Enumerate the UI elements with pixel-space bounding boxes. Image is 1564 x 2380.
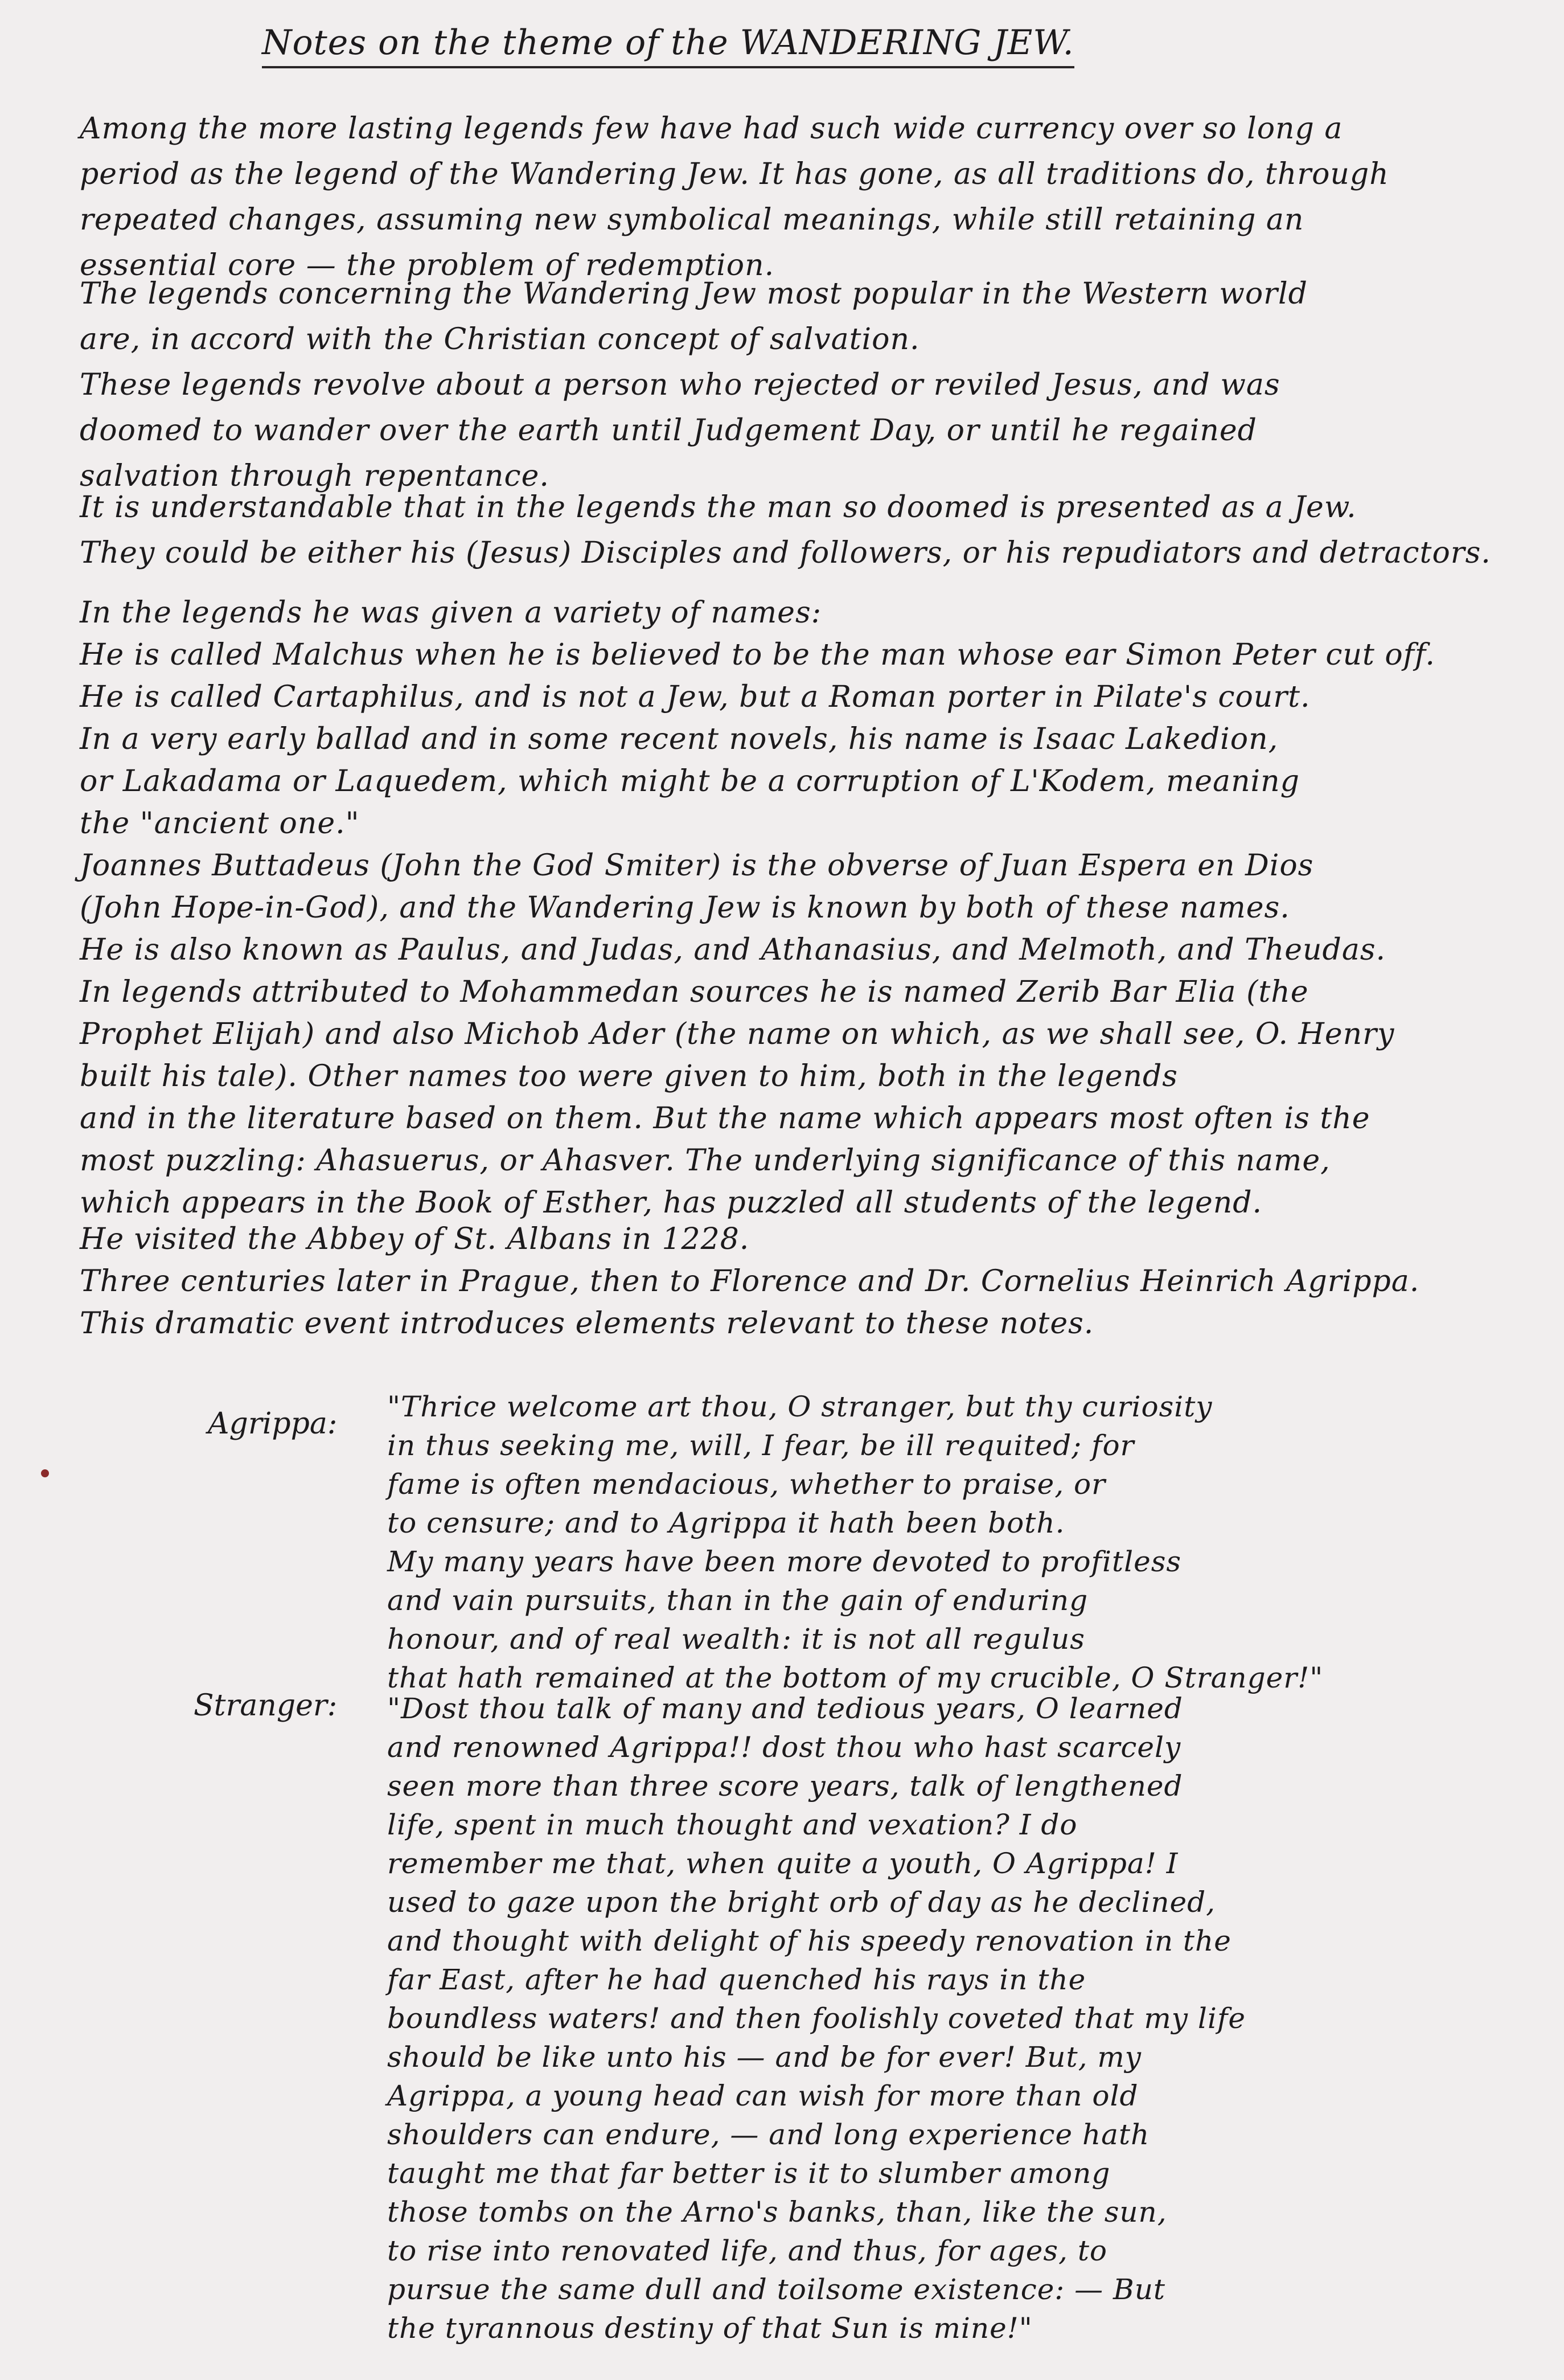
speech-line: used to gaze upon the bright orb of day as he declined, [387,1886,1216,1919]
speech-line: to rise into renovated life, and thus, for ages, to [387,2234,1108,2267]
speech-line: and vain pursuits, than in the gain of enduring [387,1584,1089,1617]
speech-line: and renowned Agrippa!! dost thou who hast scarcely [387,1731,1181,1764]
text-line: The legends concerning the Wandering Jew most popular in the Western world [80,277,1308,311]
speech-line: in thus seeking me, will, I fear, be ill requited; for [387,1429,1135,1462]
text-line: which appears in the Book of Esther, has puzzled all students of the legend. [80,1186,1263,1220]
text-line: (John Hope-in-God), and the Wandering Jew is known by both of these names. [80,891,1290,925]
text-line: He is called Cartaphilus, and is not a Jew, but a Roman porter in Pilate's court. [80,680,1311,714]
text-line: doomed to wander over the earth until Judgement Day, or until he regained [80,413,1257,448]
text-line: Joannes Buttadeus (John the God Smiter) is the obverse of Juan Espera en Dios [80,849,1314,883]
ink-dot [41,1469,49,1477]
text-line: In legends attributed to Mohammedan sources he is named Zerib Bar Elia (the [80,975,1309,1009]
text-line: and in the literature based on them. But the name which appears most often is the [80,1101,1370,1136]
speech-line: those tombs on the Arno's banks, than, like the sun, [387,2195,1167,2229]
text-line: In the legends he was given a variety of names: [80,596,822,630]
text-line: He is also known as Paulus, and Judas, and Athanasius, and Melmoth, and Theudas. [80,933,1386,967]
speaker-agrippa: Agrippa: [208,1407,338,1441]
agrippa-speech [387,1392,1469,1702]
paragraph-names [80,598,1480,1230]
speech-line: life, spent in much thought and vexation? I do [387,1808,1078,1841]
speech-line: "Thrice welcome art thou, O stranger, but thy curiosity [387,1390,1213,1423]
speech-line: boundless waters! and then foolishly coveted that my life [387,2002,1246,2035]
text-line: Prophet Elijah) and also Michob Ader (the name on which, as we shall see, O. Henry [80,1017,1395,1051]
text-line: built his tale). Other names too were given to him, both in the legends [80,1059,1178,1093]
speaker-stranger: Stranger: [194,1689,338,1723]
page-title: Notes on the theme of the WANDERING JEW. [262,23,1074,68]
speech-line: fame is often mendacious, whether to praise, or [387,1468,1106,1501]
speech-line: far East, after he had quenched his rays in the [387,1963,1086,1996]
text-line: In a very early ballad and in some recent novels, his name is Isaac Lakedion, [80,722,1279,756]
paragraph-western-legends [80,279,1480,507]
text-line: These legends revolve about a person who rejected or reviled Jesus, and was [80,368,1280,402]
text-line: period as the legend of the Wandering Jew. It has gone, as all traditions do, through [80,157,1389,191]
speech-line: remember me that, when quite a youth, O Agrippa! I [387,1847,1179,1880]
paragraph-intro [80,114,1480,296]
speech-line: honour, and of real wealth: it is not all regulus [387,1623,1085,1656]
stranger-speech [387,1694,1469,2353]
speech-line: to censure; and to Agrippa it hath been both. [387,1506,1065,1539]
speech-line: seen more than three score years, talk of lengthened [387,1769,1183,1803]
text-line: This dramatic event introduces elements relevant to these notes. [80,1306,1094,1341]
speech-line: Agrippa, a young head can wish for more than old [387,2079,1139,2112]
text-line: Among the more lasting legends few have had such wide currency over so long a [80,112,1343,146]
speech-line: shoulders can endure, — and long experience hath [387,2118,1150,2151]
text-line: repeated changes, assuming new symbolical meanings, while still retaining an [80,203,1304,237]
text-line: They could be either his (Jesus) Disciples and followers, or his repudiators and detractors. [80,536,1491,570]
speech-line: the tyrannous destiny of that Sun is mine!" [387,2312,1033,2345]
text-line: most puzzling: Ahasuerus, or Ahasver. The underlying significance of this name, [80,1144,1331,1178]
speech-line: should be like unto his — and be for ever! But, my [387,2041,1142,2074]
speech-line: and thought with delight of his speedy renovation in the [387,1924,1232,1957]
text-line: He visited the Abbey of St. Albans in 1228. [80,1222,750,1256]
paragraph-jew-presentation [80,490,1491,584]
text-line: the "ancient one." [80,806,360,841]
text-line: or Lakadama or Laquedem, which might be a corruption of L'Kodem, meaning [80,764,1300,798]
speech-line: pursue the same dull and toilsome existence: — But [387,2273,1166,2306]
speech-line: that hath remained at the bottom of my crucible, O Stranger!" [387,1661,1324,1694]
speech-line: taught me that far better is it to slumber among [387,2157,1111,2190]
text-line: essential core — the problem of redemption. [80,248,775,282]
speech-line: My many years have been more devoted to profitless [387,1545,1182,1578]
text-line: He is called Malchus when he is believed to be the man whose ear Simon Peter cut off. [80,638,1435,672]
text-line: Three centuries later in Prague, then to Florence and Dr. Cornelius Heinrich Agrippa. [80,1264,1420,1298]
speech-line: "Dost thou talk of many and tedious years, O learned [387,1692,1183,1725]
text-line: salvation through repentance. [80,459,549,493]
paragraph-visits [80,1224,1480,1351]
text-line: It is understandable that in the legends the man so doomed is presented as a Jew. [80,490,1357,525]
text-line: are, in accord with the Christian concept of salvation. [80,322,920,357]
